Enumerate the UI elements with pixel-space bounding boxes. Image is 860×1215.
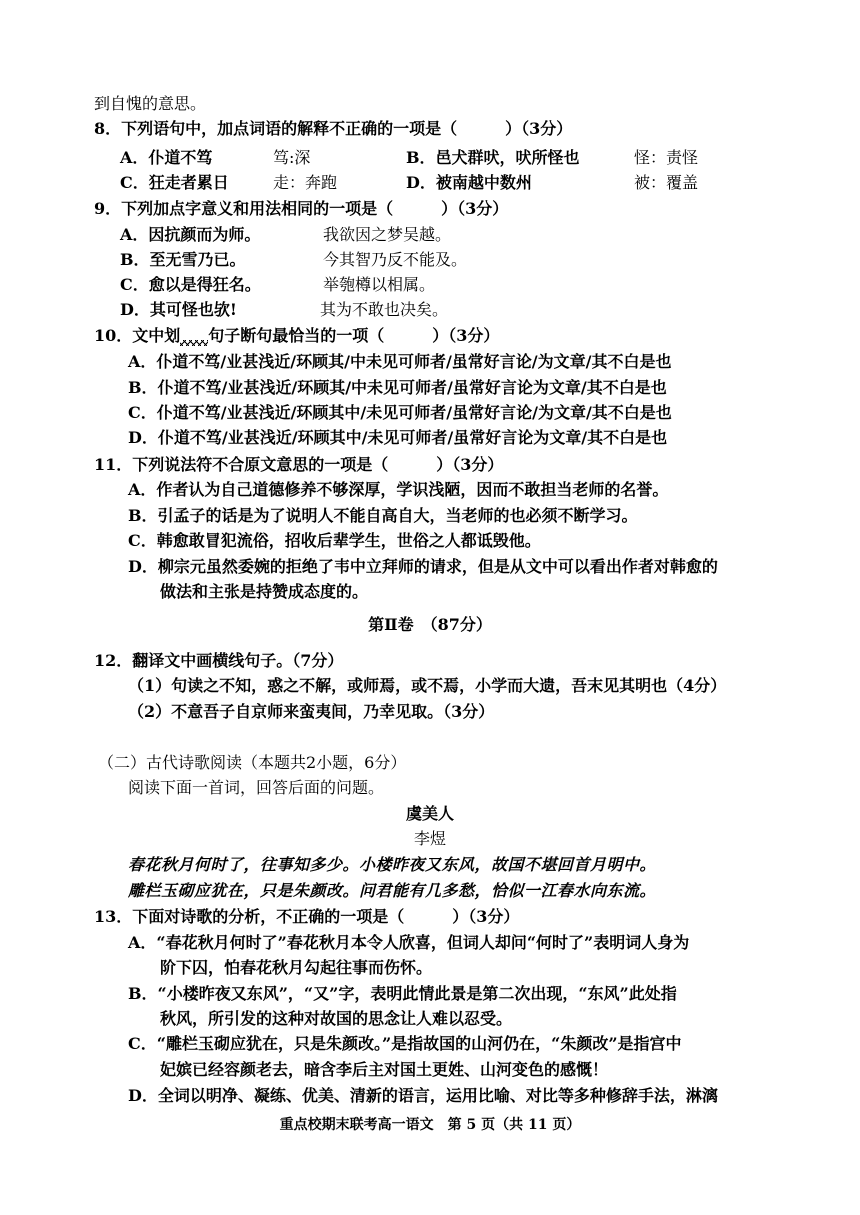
q9-option-d: D．其可怪也欤! — [120, 300, 237, 319]
q9-option-c-compare: 举匏樽以相属。 — [323, 275, 436, 294]
section-2-intro: 阅读下面一首词，回答后面的问题。 — [128, 778, 385, 797]
q10-option-c: C．仆道不笃/业甚浅近/环顾其中/未见可师者/虽常好言论/为文章/其不白是也 — [128, 403, 672, 422]
section-2-heading: （二）古代诗歌阅读（本题共2小题，6分） — [98, 753, 407, 772]
q13-option-a-continued: 阶下囚，怕春花秋月勾起往事而伤怀。 — [160, 958, 433, 977]
question-11-stem: 11．下列说法符不合原文意思的一项是（ ）（3分） — [94, 455, 504, 474]
q9-option-d-compare: 其为不敢也决矣。 — [320, 300, 449, 319]
poem-line-2: 雕栏玉砌应犹在，只是朱颜改。问君能有几多愁，恰似一江春水向东流。 — [128, 881, 657, 900]
q13-option-a: A．“春花秋月何时了”春花秋月本令人欣喜，但词人却问“何时了”表明词人身为 — [128, 933, 690, 952]
question-9-stem: 9．下列加点字意义和用法相同的一项是（ ）（3分） — [94, 199, 509, 218]
question-10-stem — [94, 324, 499, 348]
q13-option-c: C．“雕栏玉砌应犹在，只是朱颜改。”是指故国的山河仍在，“朱颜改”是指宫中 — [128, 1034, 682, 1053]
q11-option-b: B．引孟子的话是为了说明人不能自高自大，当老师的也必须不断学习。 — [128, 506, 638, 525]
question-13-stem: 13．下面对诗歌的分析，不正确的一项是（ ）（3分） — [94, 907, 520, 926]
q8-option-b: B．邑犬群吠，吠所怪也 — [406, 148, 580, 167]
text-line: 到自愧的意思。 — [94, 94, 207, 113]
poem-line-1: 春花秋月何时了，往事知多少。小楼昨夜又东风，故国不堪回首月明中。 — [128, 855, 657, 874]
q13-option-b: B．“小楼昨夜又东风”，“又”字，表明此情此景是第二次出现，“东风”此处指 — [128, 984, 677, 1003]
page-footer: 重点校期末联考高一语文 第 5 页（共 11 页） — [279, 1117, 581, 1133]
q8-option-a: A．仆道不笃 — [120, 148, 213, 167]
q13-option-d: D．全词以明净、凝练、优美、清新的语言，运用比喻、对比等多种修辞手法，淋漓 — [128, 1086, 718, 1105]
poem-title: 虞美人 — [405, 804, 454, 823]
q9-option-a: A．因抗颜而为师。 — [120, 225, 261, 244]
q13-option-b-continued: 秋风，所引发的这种对故国的思念让人难以忍受。 — [160, 1009, 513, 1028]
q9-option-b: B．至无雪乃已。 — [120, 250, 246, 269]
q13-option-c-continued: 妃嫔已经容颜老去，暗含李后主对国土更姓、山河变色的感慨！ — [160, 1060, 609, 1079]
q8-option-d-gloss: 被：覆盖 — [634, 173, 699, 192]
q9-option-a-compare: 我欲因之梦吴越。 — [323, 225, 452, 244]
poem-author: 李煜 — [413, 829, 446, 848]
volume-2-heading: 第Ⅱ卷 （87分） — [368, 615, 492, 634]
wavy-underline-mark — [180, 340, 208, 346]
q10-option-b: B．仆道不笃/业甚浅近/环顾其/中未见可师者/虽常好言论为文章/其不白是也 — [128, 378, 667, 397]
q10-option-d: D．仆道不笃/业甚浅近/环顾其中/未见可师者/虽常好言论为文章/其不白是也 — [128, 428, 668, 447]
q12-item-2: （2）不意吾子自京师来蛮夷间，乃幸见取。（3分） — [128, 702, 495, 721]
q10-stem-suffix: 句子断句最恰当的一项（ ）（3分） — [208, 326, 500, 345]
q10-option-a: A．仆道不笃/业甚浅近/环顾其/中未见可师者/虽常好言论/为文章/其不白是也 — [128, 352, 672, 371]
q8-option-c-gloss: 走：奔跑 — [273, 173, 338, 192]
question-8-stem: 8．下列语句中，加点词语的解释不正确的一项是（ ）（3分） — [94, 119, 573, 138]
q10-stem-prefix: 10．文中划 — [94, 326, 181, 345]
q11-option-d: D．柳宗元虽然委婉的拒绝了韦中立拜师的请求，但是从文中可以看出作者对韩愈的 — [128, 557, 718, 576]
q12-item-1: （1）句读之不知，惑之不解，或师焉，或不焉，小学而大遗，吾末见其明也（4分） — [128, 676, 727, 695]
q11-option-a: A．作者认为自己道德修养不够深厚，学识浅陋，因而不敢担当老师的名誉。 — [128, 480, 669, 499]
q11-option-c: C．韩愈敢冒犯流俗，招收后辈学生，世俗之人都诋毁他。 — [128, 531, 541, 550]
q8-option-d: D．被南越中数州 — [406, 173, 532, 192]
q8-option-b-gloss: 怪：责怪 — [634, 148, 699, 167]
q11-option-d-continued: 做法和主张是持赞成态度的。 — [160, 582, 369, 601]
q8-option-a-gloss: 笃:深 — [273, 148, 311, 167]
q8-option-c: C．狂走者累日 — [120, 173, 229, 192]
question-12-stem: 12．翻译文中画横线句子。（7分） — [94, 651, 344, 670]
q9-option-b-compare: 今其智乃反不能及。 — [323, 250, 468, 269]
q9-option-c: C．愈以是得狂名。 — [120, 275, 261, 294]
